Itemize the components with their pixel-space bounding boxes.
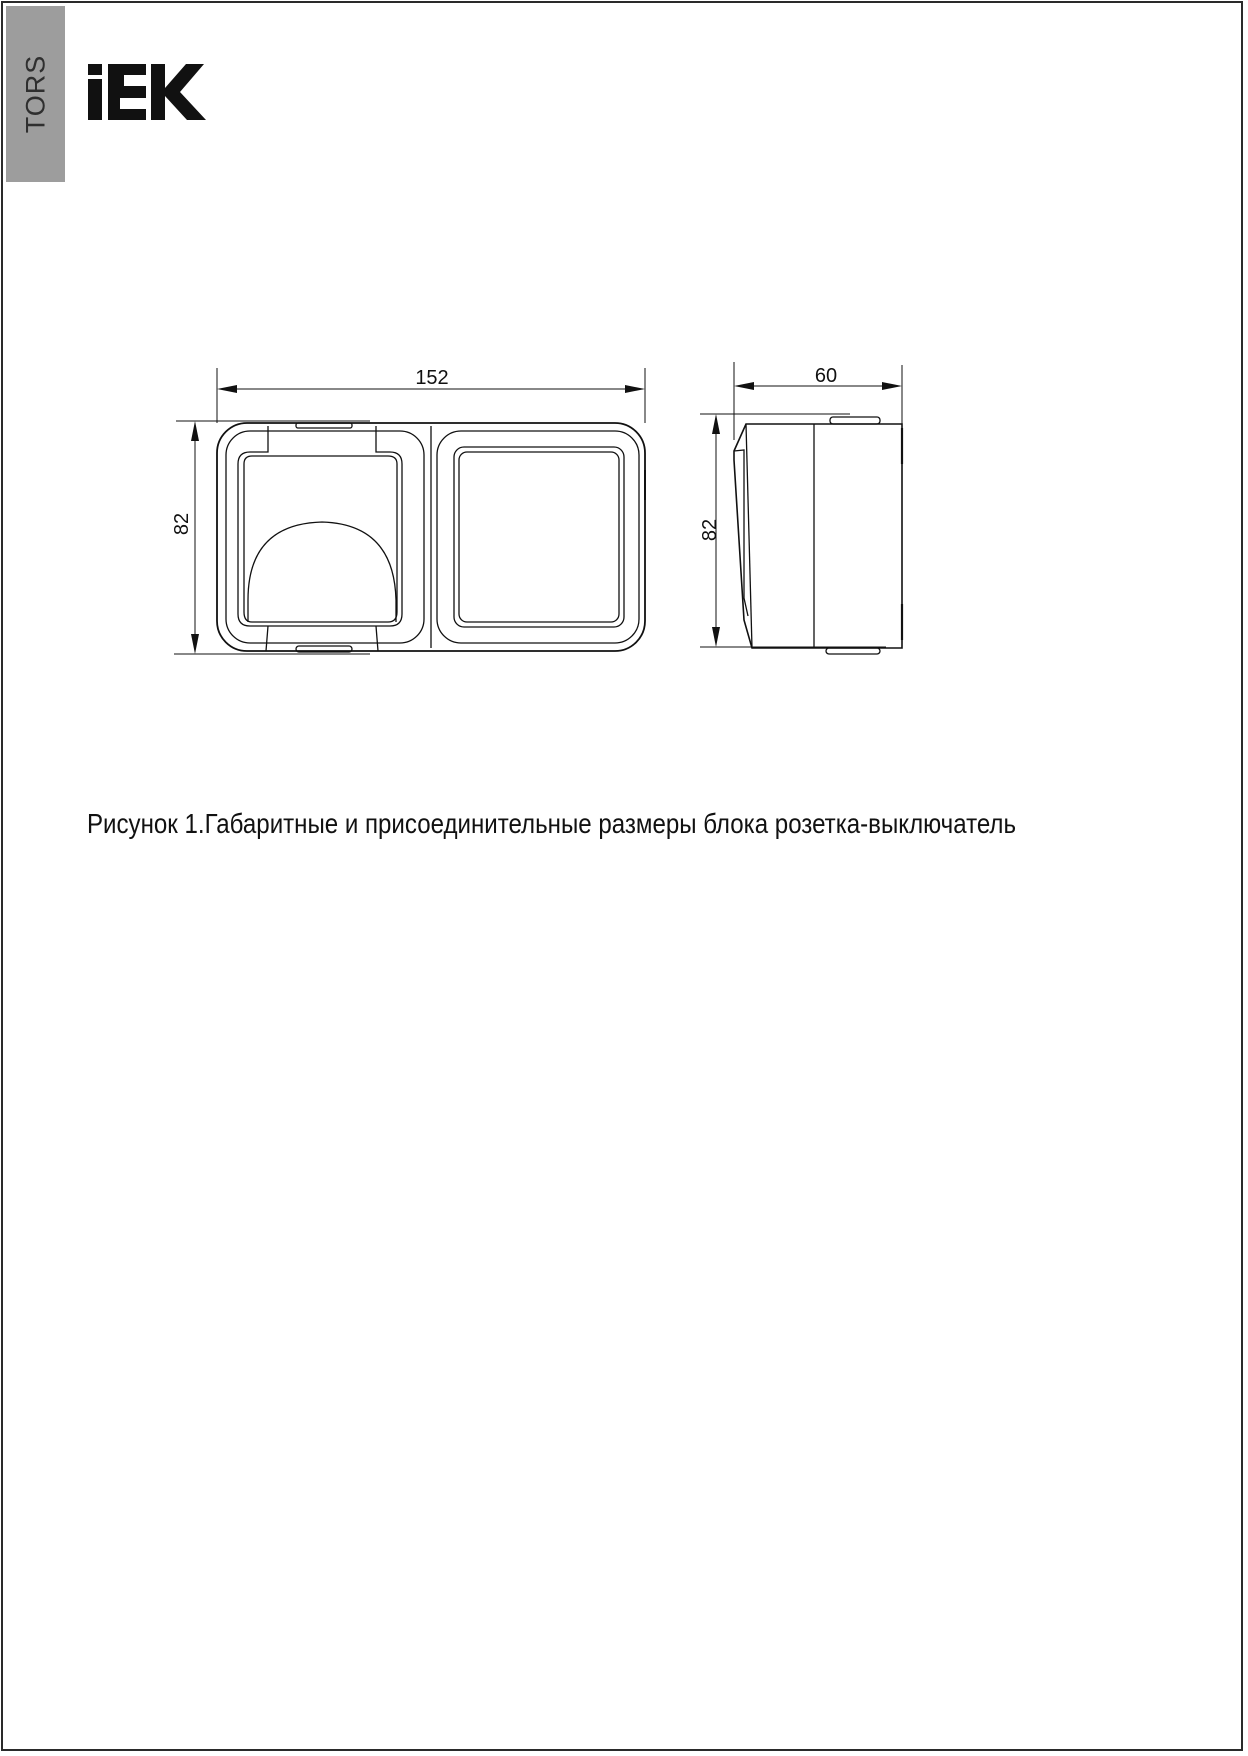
- dimension-drawing: [0, 340, 1248, 670]
- series-tab: [6, 6, 65, 182]
- side-depth-label: 60: [814, 365, 838, 387]
- brand-logo: [88, 64, 208, 120]
- front-view-outline: [217, 423, 645, 652]
- front-height-label: 82: [171, 512, 193, 536]
- front-width-label: 152: [415, 367, 449, 389]
- figure-caption: Рисунок 1.Габаритные и присоединительные размеры блока розетка-выключатель: [87, 808, 1017, 839]
- side-height-label: 82: [699, 518, 721, 542]
- side-view-outline: [734, 417, 902, 654]
- page-frame: [1, 1, 1243, 1751]
- series-tab-label: TORS: [20, 54, 50, 134]
- side-height-dimension: [700, 414, 886, 647]
